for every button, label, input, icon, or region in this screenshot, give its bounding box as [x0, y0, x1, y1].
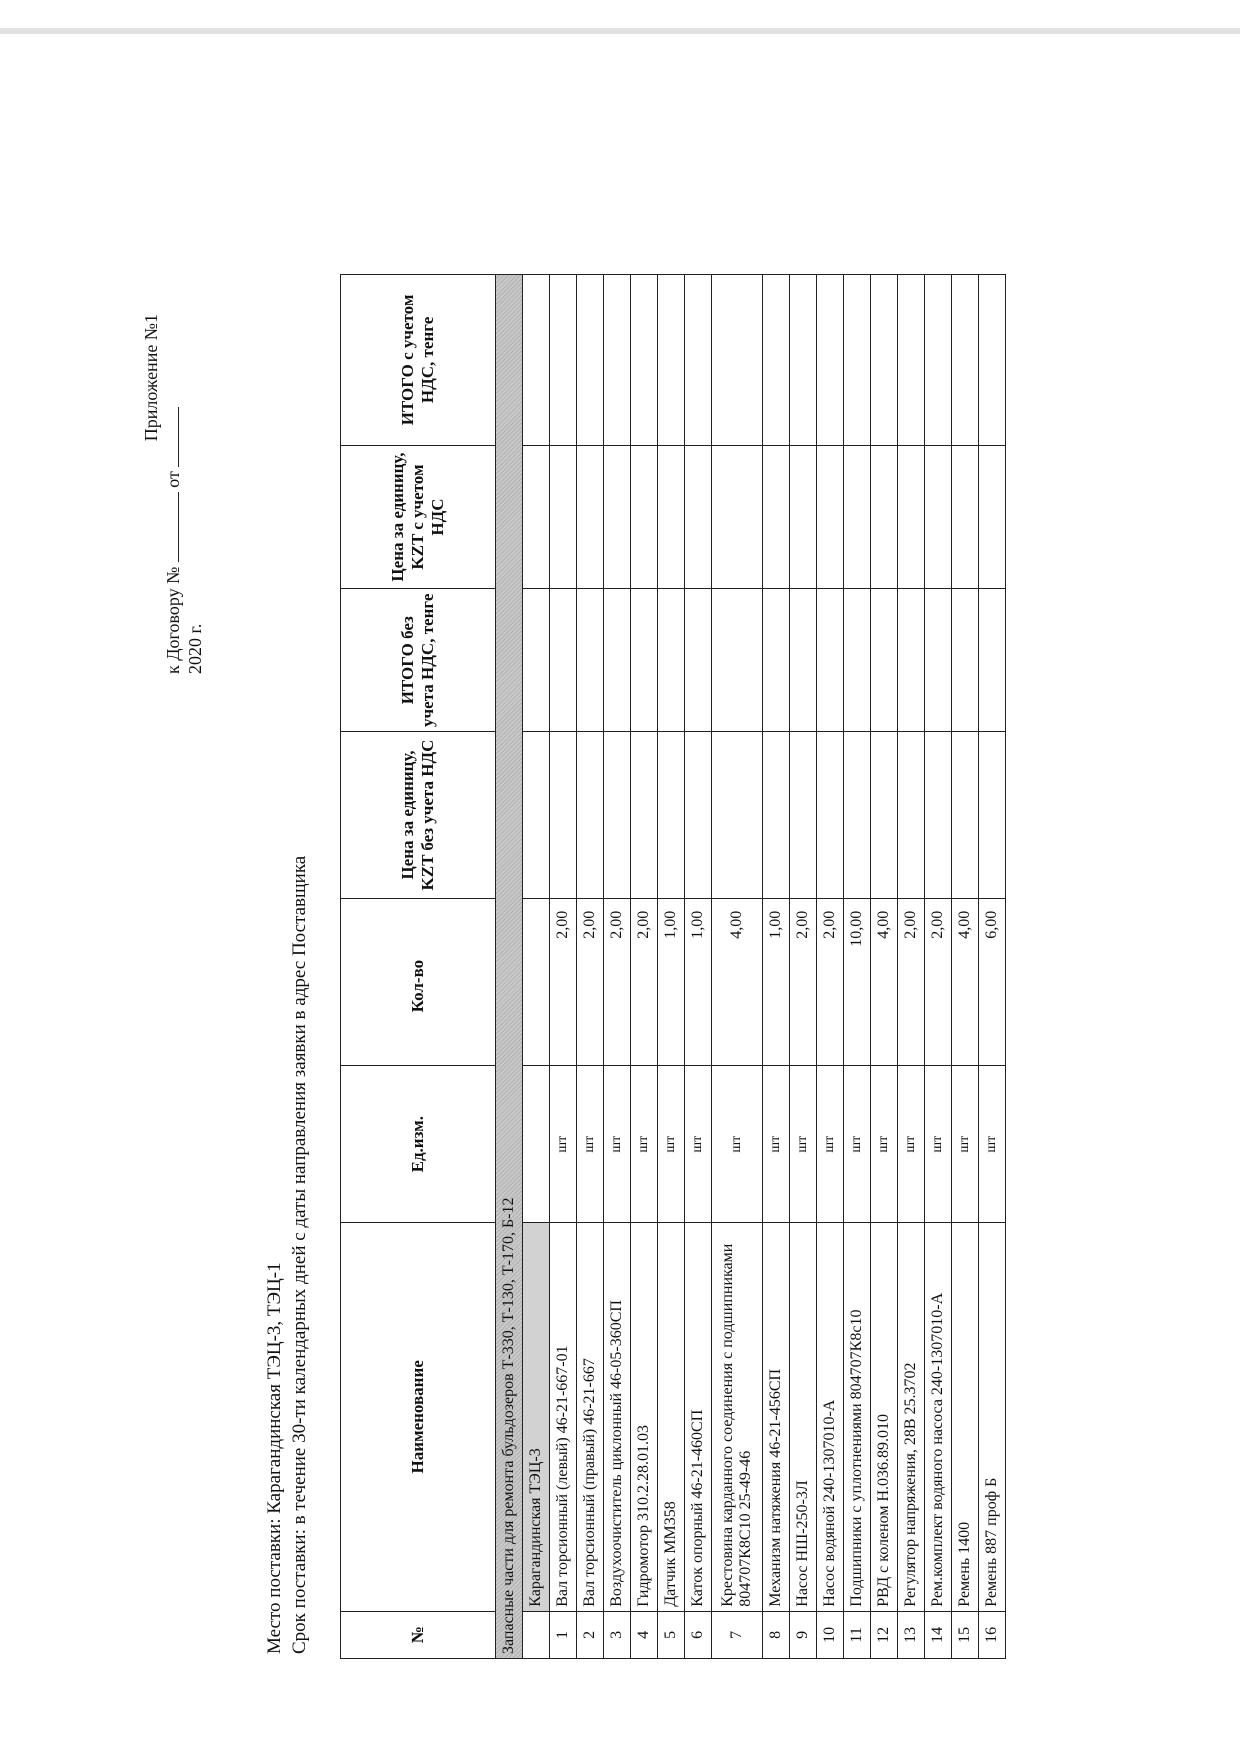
row-qty: 4,00: [871, 898, 898, 1066]
table-row: [550, 275, 577, 1659]
row-unit: шт: [712, 1066, 763, 1223]
row-unit: шт: [577, 1066, 604, 1223]
row-total-vat: [871, 275, 898, 446]
row-price-vat: [790, 445, 817, 588]
row-price-vat: [817, 445, 844, 588]
row-total-no-vat: [658, 589, 685, 732]
row-price-vat: [763, 445, 790, 588]
table-row: [898, 275, 925, 1659]
row-num: 3: [604, 1611, 631, 1658]
contract-date-blank: [164, 407, 179, 467]
row-unit: шт: [817, 1066, 844, 1223]
table-row: [925, 275, 952, 1659]
row-qty: 2,00: [550, 898, 577, 1066]
row-price-vat: [844, 445, 871, 588]
row-unit: шт: [871, 1066, 898, 1223]
table-row: [952, 275, 979, 1659]
row-total-no-vat: [685, 589, 712, 732]
row-price-vat: [631, 445, 658, 588]
row-total-vat: [952, 275, 979, 446]
row-unit: шт: [763, 1066, 790, 1223]
row-price-vat: [577, 445, 604, 588]
row-unit: шт: [658, 1066, 685, 1223]
row-name: Насос водяной 240-1307010-А: [817, 1222, 844, 1611]
row-num: 11: [844, 1611, 871, 1658]
row-num: 12: [871, 1611, 898, 1658]
header-name: Наименование: [341, 1222, 496, 1611]
row-total-vat: [790, 275, 817, 446]
header-total-no-vat: ИТОГО без учета НДС, тенге: [341, 589, 496, 732]
row-price-no-vat: [925, 732, 952, 899]
row-total-vat: [763, 275, 790, 446]
row-qty: 2,00: [790, 898, 817, 1066]
table-header-row: [341, 275, 496, 1659]
row-num: 5: [658, 1611, 685, 1658]
table-row: [712, 275, 763, 1659]
table-row: [763, 275, 790, 1659]
row-total-vat: [817, 275, 844, 446]
row-price-vat: [604, 445, 631, 588]
row-price-vat: [685, 445, 712, 588]
table-row: [604, 275, 631, 1659]
row-name: Подшипники с уплотнениями 804707К8с10: [844, 1222, 871, 1611]
row-qty: 1,00: [658, 898, 685, 1066]
row-unit: шт: [952, 1066, 979, 1223]
row-total-no-vat: [979, 589, 1006, 732]
table-row: [844, 275, 871, 1659]
contract-number-blank: [164, 492, 179, 562]
row-num: 8: [763, 1611, 790, 1658]
row-price-vat: [925, 445, 952, 588]
row-qty: 4,00: [952, 898, 979, 1066]
row-price-no-vat: [763, 732, 790, 899]
row-name: Каток опорный 46-21-460СП: [685, 1222, 712, 1611]
group-label: Запасные части для ремонта бульдозеров Т-330, Т-130, Т-170, Б-12: [496, 275, 523, 1659]
row-num: 4: [631, 1611, 658, 1658]
row-num: 15: [952, 1611, 979, 1658]
row-num: 10: [817, 1611, 844, 1658]
row-name: Гидромотор 310.2.28.01.03: [631, 1222, 658, 1611]
annex-contract-line: [162, 314, 184, 674]
row-price-vat: [712, 445, 763, 588]
row-total-no-vat: [925, 589, 952, 732]
table-group-row: [496, 275, 523, 1659]
annex-title: Приложение №1: [141, 314, 161, 442]
contract-label: к Договору №: [163, 566, 183, 674]
delivery-term: Срок поставки: в течение 30-ти календарных дней с даты направления заявки в адрес Поставщика: [289, 855, 310, 1654]
row-qty: 2,00: [898, 898, 925, 1066]
row-name: Ремень 887 проф Б: [979, 1222, 1006, 1611]
row-price-no-vat: [979, 732, 1006, 899]
row-total-no-vat: [604, 589, 631, 732]
row-price-no-vat: [871, 732, 898, 899]
row-price-no-vat: [898, 732, 925, 899]
row-qty: 2,00: [604, 898, 631, 1066]
row-price-no-vat: [952, 732, 979, 899]
table-row: [979, 275, 1006, 1659]
scan-edge: [0, 28, 1240, 34]
row-qty: 1,00: [763, 898, 790, 1066]
specification-table: [340, 274, 1006, 1659]
table-row: [631, 275, 658, 1659]
row-price-no-vat: [658, 732, 685, 899]
annex-year: 2020 г.: [185, 623, 205, 674]
row-total-no-vat: [952, 589, 979, 732]
row-price-vat: [871, 445, 898, 588]
row-name: Насос НШ-250-3Л: [790, 1222, 817, 1611]
row-total-vat: [658, 275, 685, 446]
row-price-vat: [979, 445, 1006, 588]
row-total-vat: [898, 275, 925, 446]
row-name: Рем.комплект водяного насоса 240-1307010-А: [925, 1222, 952, 1611]
header-num: №: [341, 1611, 496, 1658]
row-total-no-vat: [712, 589, 763, 732]
row-name: Вал торсионный (правый) 46-21-667: [577, 1222, 604, 1611]
row-price-no-vat: [817, 732, 844, 899]
row-price-vat: [658, 445, 685, 588]
row-total-vat: [604, 275, 631, 446]
row-name: Регулятор напряжения, 28В 25.3702: [898, 1222, 925, 1611]
row-price-no-vat: [844, 732, 871, 899]
row-qty: 2,00: [631, 898, 658, 1066]
row-name: Воздухоочиститель циклонный 46-05-360СП: [604, 1222, 631, 1611]
row-price-no-vat: [790, 732, 817, 899]
header-price-vat: Цена за единицу, KZT с учетом НДС: [341, 445, 496, 588]
row-num: 13: [898, 1611, 925, 1658]
row-num: 6: [685, 1611, 712, 1658]
row-price-no-vat: [685, 732, 712, 899]
row-total-no-vat: [550, 589, 577, 732]
row-name: РВД с коленом Н.036.89.010: [871, 1222, 898, 1611]
row-qty: 1,00: [685, 898, 712, 1066]
row-total-no-vat: [844, 589, 871, 732]
row-unit: шт: [631, 1066, 658, 1223]
row-price-no-vat: [604, 732, 631, 899]
row-total-vat: [685, 275, 712, 446]
row-total-vat: [712, 275, 763, 446]
row-price-vat: [898, 445, 925, 588]
row-total-no-vat: [631, 589, 658, 732]
row-total-vat: [577, 275, 604, 446]
delivery-info: [262, 856, 312, 1654]
row-name: Датчик ММ358: [658, 1222, 685, 1611]
row-total-no-vat: [817, 589, 844, 732]
row-qty: 2,00: [925, 898, 952, 1066]
delivery-place: Место поставки: Карагандинская ТЭЦ-3, ТЭЦ-1: [264, 1262, 285, 1654]
header-qty: Кол-во: [341, 898, 496, 1066]
row-num: 16: [979, 1611, 1006, 1658]
row-unit: шт: [925, 1066, 952, 1223]
row-price-no-vat: [577, 732, 604, 899]
row-total-no-vat: [898, 589, 925, 732]
header-unit: Ед.изм.: [341, 1066, 496, 1223]
row-total-no-vat: [871, 589, 898, 732]
table-row: [871, 275, 898, 1659]
row-unit: шт: [979, 1066, 1006, 1223]
table-subgroup-row: [523, 275, 550, 1659]
subgroup-label: Карагандинская ТЭЦ-3: [523, 1222, 550, 1611]
annex-header: [140, 314, 206, 674]
table-row: [790, 275, 817, 1659]
row-total-vat: [631, 275, 658, 446]
row-total-vat: [844, 275, 871, 446]
row-name: Ремень 1400: [952, 1222, 979, 1611]
header-price-no-vat: Цена за единицу, KZT без учета НДС: [341, 732, 496, 899]
row-unit: шт: [604, 1066, 631, 1223]
row-unit: шт: [844, 1066, 871, 1223]
row-qty: 4,00: [712, 898, 763, 1066]
row-name: Механизм натяжения 46-21-456СП: [763, 1222, 790, 1611]
row-qty: 2,00: [817, 898, 844, 1066]
row-num: 2: [577, 1611, 604, 1658]
table-row: [577, 275, 604, 1659]
row-total-vat: [925, 275, 952, 446]
row-total-vat: [550, 275, 577, 446]
row-unit: шт: [790, 1066, 817, 1223]
table-row: [658, 275, 685, 1659]
from-label: от: [163, 471, 183, 488]
table-row: [817, 275, 844, 1659]
row-num: 9: [790, 1611, 817, 1658]
row-num: 1: [550, 1611, 577, 1658]
row-name: Вал торсионный (левый) 46-21-667-01: [550, 1222, 577, 1611]
row-unit: шт: [685, 1066, 712, 1223]
row-num: 14: [925, 1611, 952, 1658]
row-name: Крестовина карданного соединения с подшипниками 804707К8С10 25-49-46: [712, 1222, 763, 1611]
row-price-no-vat: [712, 732, 763, 899]
header-total-vat: ИТОГО с учетом НДС, тенге: [341, 275, 496, 446]
row-unit: шт: [898, 1066, 925, 1223]
row-price-vat: [952, 445, 979, 588]
table-row: [685, 275, 712, 1659]
row-qty: 2,00: [577, 898, 604, 1066]
row-price-no-vat: [631, 732, 658, 899]
row-total-no-vat: [763, 589, 790, 732]
row-qty: 10,00: [844, 898, 871, 1066]
row-num: 7: [712, 1611, 763, 1658]
row-unit: шт: [550, 1066, 577, 1223]
row-total-no-vat: [577, 589, 604, 732]
row-price-no-vat: [550, 732, 577, 899]
row-total-vat: [979, 275, 1006, 446]
row-qty: 6,00: [979, 898, 1006, 1066]
row-price-vat: [550, 445, 577, 588]
row-total-no-vat: [790, 589, 817, 732]
